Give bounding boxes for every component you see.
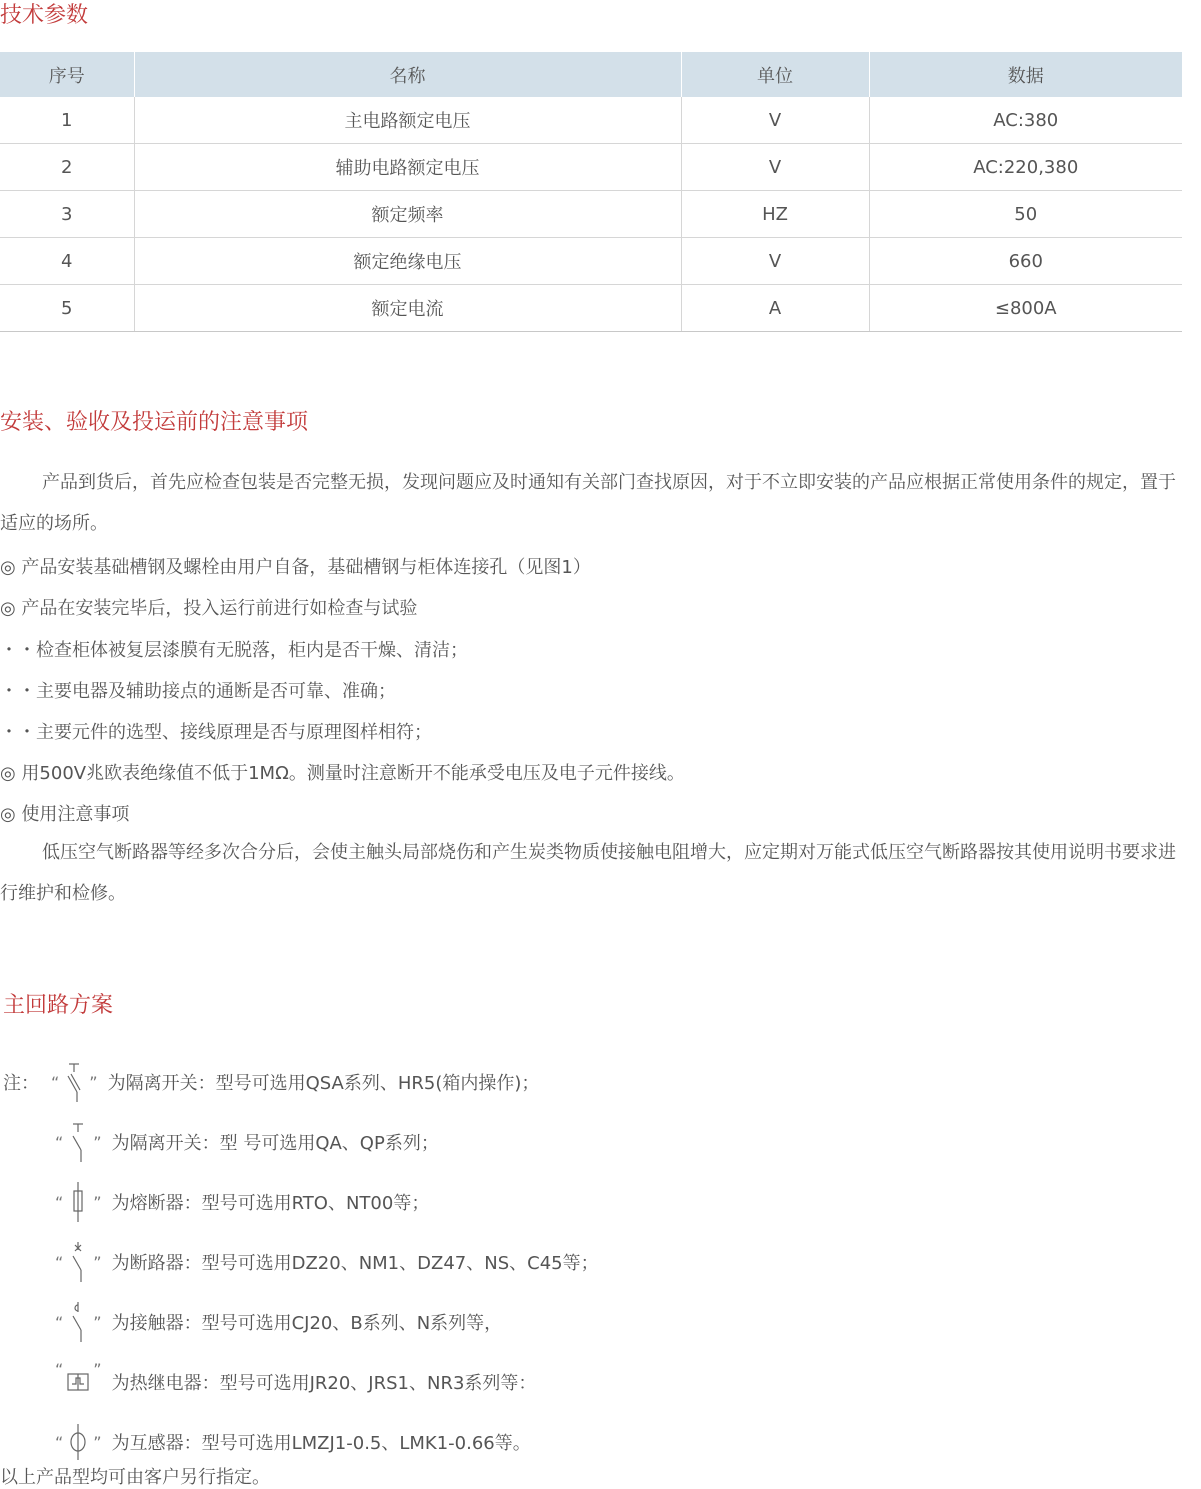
note-text: 为隔离开关：型号可选用QSA系列、HR5(箱内操作)； bbox=[107, 1073, 540, 1094]
note-row bbox=[55, 1420, 531, 1464]
close-quote: ” bbox=[93, 1252, 102, 1272]
table-row bbox=[0, 238, 1182, 285]
install-sub-item-1: ・・检查柜体被复层漆膜有无脱落，柜内是否干燥、清洁； bbox=[0, 640, 468, 661]
cell-name: 额定电流 bbox=[134, 285, 681, 332]
cell-unit: V bbox=[681, 238, 869, 285]
transformer-icon bbox=[63, 1420, 93, 1464]
section-title-install: 安装、验收及投运前的注意事项 bbox=[0, 410, 309, 435]
cell-data: AC:380 bbox=[869, 97, 1182, 144]
open-quote: “ bbox=[55, 1252, 64, 1272]
cell-index: 1 bbox=[0, 97, 134, 144]
cell-data: 50 bbox=[869, 191, 1182, 238]
table-header-row bbox=[0, 52, 1182, 97]
note-row bbox=[55, 1180, 429, 1224]
isolating-switch-icon bbox=[63, 1120, 93, 1164]
open-quote: “ bbox=[55, 1432, 64, 1452]
note-footer: 以上产品型均可由客户另行指定。 bbox=[0, 1467, 270, 1488]
close-quote: ” bbox=[93, 1360, 102, 1379]
install-item-4: ◎ 使用注意事项 bbox=[0, 804, 130, 825]
header-index: 序号 bbox=[0, 52, 134, 97]
open-quote: “ bbox=[51, 1072, 60, 1092]
cell-unit: V bbox=[681, 97, 869, 144]
cell-index: 3 bbox=[0, 191, 134, 238]
cell-data: 660 bbox=[869, 238, 1182, 285]
table-row bbox=[0, 285, 1182, 332]
close-quote: ” bbox=[93, 1132, 102, 1152]
open-quote: “ bbox=[55, 1312, 64, 1332]
install-item-2: ◎ 产品在安装完毕后，投入运行前进行如检查与试验 bbox=[0, 598, 418, 619]
table-row bbox=[0, 97, 1182, 144]
cell-data: ≤800A bbox=[869, 285, 1182, 332]
section-title-tech-params: 技术参数 bbox=[0, 3, 89, 28]
install-paragraph-2: 低压空气断路器等经多次合分后，会使主触头局部烧伤和产生炭类物质使接触电阻增大，应定期对万能式低压空气断路器按其使用说明书要求进行维护和检修。 bbox=[0, 842, 1176, 904]
contactor-icon bbox=[63, 1300, 93, 1344]
thermal-relay-icon bbox=[63, 1360, 93, 1404]
open-quote: “ bbox=[55, 1360, 64, 1379]
cell-name: 额定频率 bbox=[134, 191, 681, 238]
cell-name: 额定绝缘电压 bbox=[134, 238, 681, 285]
cell-index: 5 bbox=[0, 285, 134, 332]
cell-unit: V bbox=[681, 144, 869, 191]
tech-params-table bbox=[0, 52, 1182, 332]
install-item-3: ◎ 用500V兆欧表绝缘值不低于1MΩ。测量时注意断开不能承受电压及电子元件接线。 bbox=[0, 763, 685, 784]
close-quote: ” bbox=[93, 1312, 102, 1332]
open-quote: “ bbox=[55, 1132, 64, 1152]
close-quote: ” bbox=[89, 1072, 98, 1092]
open-quote: “ bbox=[55, 1192, 64, 1212]
table-row bbox=[0, 144, 1182, 191]
close-quote: ” bbox=[93, 1432, 102, 1452]
note-text: 为热继电器：型号可选用JR20、JRS1、NR3系列等： bbox=[111, 1373, 537, 1394]
install-sub-item-3: ・・主要元件的选型、接线原理是否与原理图样相符； bbox=[0, 722, 432, 743]
note-text: 为隔离开关：型 号可选用QA、QP系列； bbox=[111, 1133, 439, 1154]
cell-unit: HZ bbox=[681, 191, 869, 238]
cell-name: 主电路额定电压 bbox=[134, 97, 681, 144]
section-title-main-circuit: 主回路方案 bbox=[3, 993, 114, 1018]
fuse-icon bbox=[63, 1180, 93, 1224]
close-quote: ” bbox=[93, 1192, 102, 1212]
note-text: 为接触器：型号可选用CJ20、B系列、N系列等， bbox=[111, 1313, 503, 1334]
note-row bbox=[55, 1300, 502, 1344]
install-sub-item-2: ・・主要电器及辅助接点的通断是否可靠、准确； bbox=[0, 681, 396, 702]
circuit-breaker-icon bbox=[63, 1240, 93, 1284]
note-prefix: 注： bbox=[3, 1073, 39, 1094]
cell-unit: A bbox=[681, 285, 869, 332]
note-text: 为互感器：型号可选用LMZJ1-0.5、LMK1-0.66等。 bbox=[111, 1433, 531, 1454]
note-row bbox=[55, 1120, 439, 1164]
cell-data: AC:220,380 bbox=[869, 144, 1182, 191]
header-name: 名称 bbox=[134, 52, 681, 97]
cell-index: 2 bbox=[0, 144, 134, 191]
note-text: 为断路器：型号可选用DZ20、NM1、DZ47、NS、C45等； bbox=[111, 1253, 599, 1274]
header-unit: 单位 bbox=[681, 52, 869, 97]
table-row bbox=[0, 191, 1182, 238]
isolating-switch-box-icon bbox=[59, 1060, 89, 1104]
header-data: 数据 bbox=[869, 52, 1182, 97]
cell-name: 辅助电路额定电压 bbox=[134, 144, 681, 191]
note-row bbox=[55, 1360, 536, 1404]
install-paragraph-1: 产品到货后，首先应检查包装是否完整无损，发现问题应及时通知有关部门查找原因，对于不立即安装的产品应根据正常使用条件的规定，置于适应的场所。 bbox=[0, 472, 1176, 534]
note-row bbox=[55, 1240, 599, 1284]
note-text: 为熔断器：型号可选用RTO、NT00等； bbox=[111, 1193, 430, 1214]
note-row bbox=[3, 1060, 539, 1104]
install-item-1: ◎ 产品安装基础槽钢及螺栓由用户自备，基础槽钢与柜体连接孔（见图1） bbox=[0, 557, 591, 578]
cell-index: 4 bbox=[0, 238, 134, 285]
